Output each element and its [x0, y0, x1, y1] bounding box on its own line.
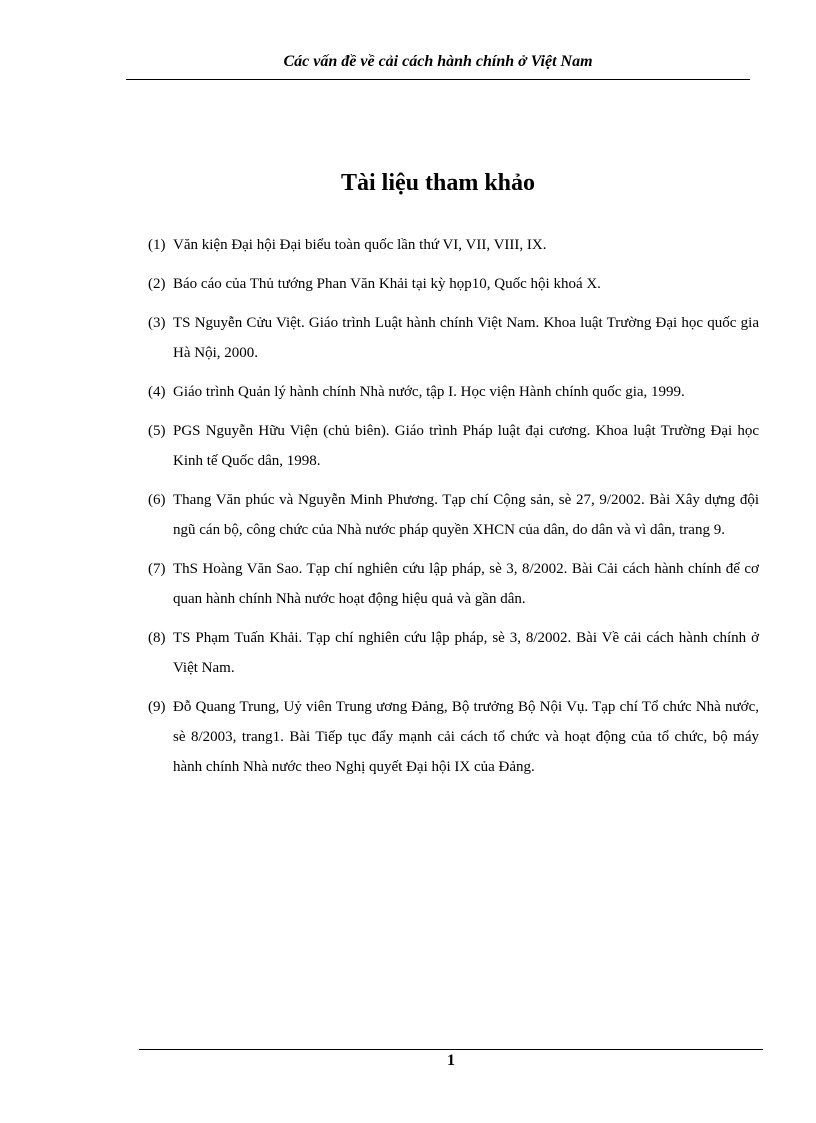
reference-number: (7)	[148, 561, 166, 577]
reference-number: (5)	[148, 423, 166, 439]
reference-text: Thang Văn phúc và Nguyễn Minh Phương. Tạp chí Cộng sản, sè 27, 9/2002. Bài Xây dựng đội ngũ cán bộ, công chức của Nhà nước pháp quyền XHCN của dân, do dân và vì dân, trang 9.	[173, 492, 759, 538]
reference-text: Báo cáo của Thủ tướng Phan Văn Khải tại kỳ họp10, Quốc hội khoá X.	[173, 276, 601, 292]
reference-item-2	[148, 269, 759, 299]
reference-item-7	[148, 554, 759, 614]
reference-item-9	[148, 692, 759, 782]
reference-number: (9)	[148, 699, 166, 715]
reference-number: (1)	[148, 237, 166, 253]
footer-rule	[139, 1049, 763, 1050]
reference-number: (4)	[148, 384, 166, 400]
reference-number: (6)	[148, 492, 166, 508]
reference-item-5	[148, 416, 759, 476]
reference-number: (2)	[148, 276, 166, 292]
running-header: Các vấn đề về cải cách hành chính ở Việt Nam	[283, 53, 593, 70]
page-title: Tài liệu tham khảo	[340, 170, 536, 196]
page-number: 1	[447, 1052, 455, 1069]
reference-number: (3)	[148, 315, 166, 331]
reference-list	[148, 230, 759, 791]
reference-text: TS Nguyễn Cửu Việt. Giáo trình Luật hành chính Việt Nam. Khoa luật Trường Đại học quốc gia Hà Nội, 2000.	[173, 315, 759, 361]
reference-text: ThS Hoàng Văn Sao. Tạp chí nghiên cứu lập pháp, sè 3, 8/2002. Bài Cải cách hành chính để cơ quan hành chính Nhà nước hoạt động hiệu quả và gần dân.	[173, 561, 759, 607]
reference-text: Đỗ Quang Trung, Uỷ viên Trung ương Đảng, Bộ trưởng Bộ Nội Vụ. Tạp chí Tổ chức Nhà nước, sè 8/2003, trang1. Bài Tiếp tục đẩy mạnh cải cách tổ chức và hoạt động của tổ chức, bộ máy hành chính Nhà nước theo Nghị quyết Đại hội IX của Đảng.	[173, 699, 759, 775]
reference-item-4	[148, 377, 759, 407]
header-rule	[126, 79, 750, 80]
reference-item-1	[148, 230, 759, 260]
reference-text: Văn kiện Đại hội Đại biểu toàn quốc lần thứ VI, VII, VIII, IX.	[173, 237, 547, 253]
reference-number: (8)	[148, 630, 166, 646]
reference-text: PGS Nguyễn Hữu Viện (chủ biên). Giáo trình Pháp luật đại cương. Khoa luật Trường Đại học Kinh tế Quốc dân, 1998.	[173, 423, 759, 469]
reference-item-8	[148, 623, 759, 683]
reference-item-6	[148, 485, 759, 545]
reference-item-3	[148, 308, 759, 368]
reference-text: Giáo trình Quản lý hành chính Nhà nước, tập I. Học viện Hành chính quốc gia, 1999.	[173, 384, 685, 400]
reference-text: TS Phạm Tuấn Khải. Tạp chí nghiên cứu lập pháp, sè 3, 8/2002. Bài Về cải cách hành chính ở Việt Nam.	[173, 630, 759, 676]
